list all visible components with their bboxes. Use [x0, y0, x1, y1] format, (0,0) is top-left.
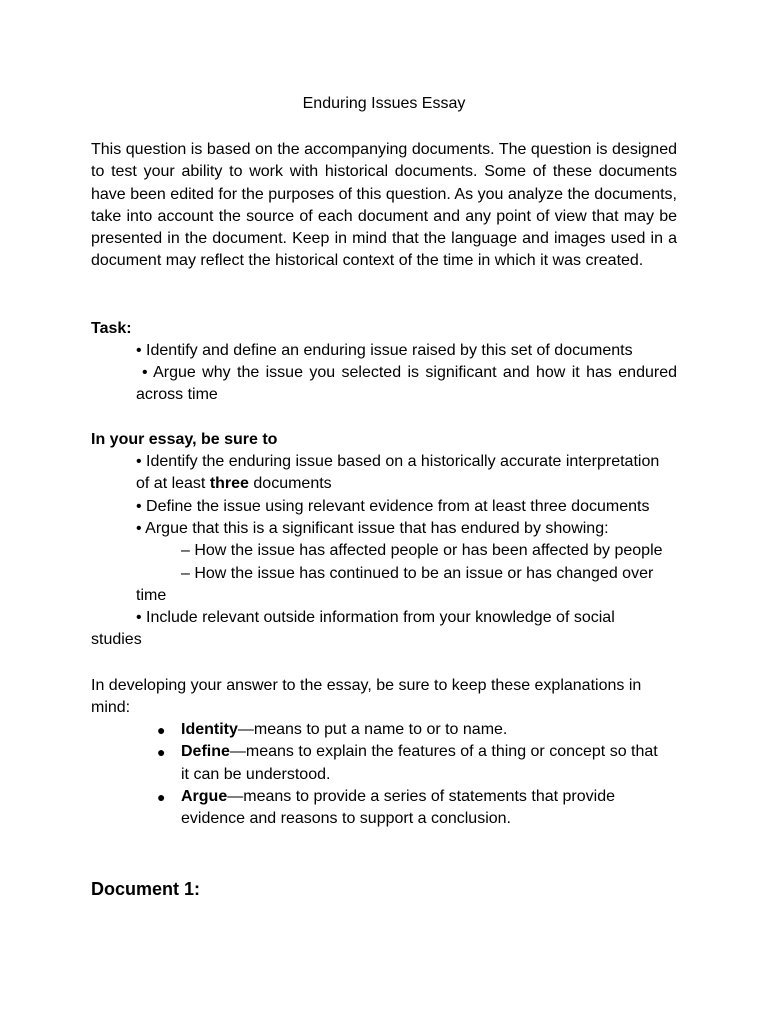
bullet-dot-icon: ●: [157, 744, 166, 760]
task-bullet-1: • Identify and define an enduring issue raised by this set of documents: [136, 342, 633, 359]
developing-line-2: mind:: [91, 699, 131, 716]
essay-bullet-3: • Argue that this is a significant issue that has endured by showing:: [136, 520, 609, 537]
page-title: Enduring Issues Essay: [302, 95, 466, 112]
definition-term: Define: [181, 743, 230, 760]
essay-bullet-1-pre: of at least: [136, 475, 210, 492]
task-bullet-2-line-1: • Argue why the issue you selected is significant and how it has endured: [142, 364, 677, 381]
definition-text: —means to provide a series of statements that provide: [227, 788, 615, 805]
essay-bullet-1-line-2: [136, 473, 332, 495]
task-heading: Task:: [91, 320, 132, 337]
essay-bullet-1-post: documents: [248, 475, 332, 492]
definition-define-line-2: it can be understood.: [181, 766, 331, 783]
definition-argue-line-2: evidence and reasons to support a conclusion.: [181, 810, 511, 827]
essay-bullet-4-line-2: studies: [91, 631, 142, 648]
essay-bullet-2: • Define the issue using relevant evidence from at least three documents: [136, 498, 650, 515]
bullet-dot-icon: ●: [157, 789, 166, 805]
essay-sub-bullet-1: – How the issue has affected people or has been affected by people: [181, 542, 663, 559]
essay-sub-bullet-2-line-2: time: [136, 587, 167, 604]
bullet-dot-icon: ●: [157, 722, 166, 738]
essay-bullet-4-line-1: • Include relevant outside information from your knowledge of social: [136, 609, 615, 626]
document-1-heading: Document 1:: [91, 879, 201, 899]
essay-bullet-1-line-1: • Identify the enduring issue based on a historically accurate interpretation: [136, 453, 660, 470]
essay-bullet-1-bold: three: [209, 475, 249, 492]
definition-text: —means to explain the features of a thing or concept so that: [229, 743, 658, 760]
intro-paragraph: This question is based on the accompanying documents. The question is designed to test your ability to work with historical documents. Some of these documents have been edited for the purposes of this question. As you analyze the documents, take into account the source of each document and any point of view that may be presented in the document. Keep in mind that the language and images used in a document may reflect the historical context of the time in which it was created.: [91, 141, 677, 270]
essay-sub-bullet-2-line-1: – How the issue has continued to be an issue or has changed over: [181, 565, 654, 582]
task-bullet-2-line-2: across time: [136, 386, 218, 403]
essay-heading: In your essay, be sure to: [91, 431, 278, 448]
definition-term: Argue: [181, 788, 228, 805]
definition-define: [181, 741, 658, 763]
definition-term: Identity: [181, 721, 238, 738]
developing-line-1: In developing your answer to the essay, be sure to keep these explanations in: [91, 677, 642, 694]
definition-argue: [181, 786, 615, 808]
definition-identity: [181, 719, 507, 741]
definition-text: —means to put a name to or to name.: [237, 721, 508, 738]
